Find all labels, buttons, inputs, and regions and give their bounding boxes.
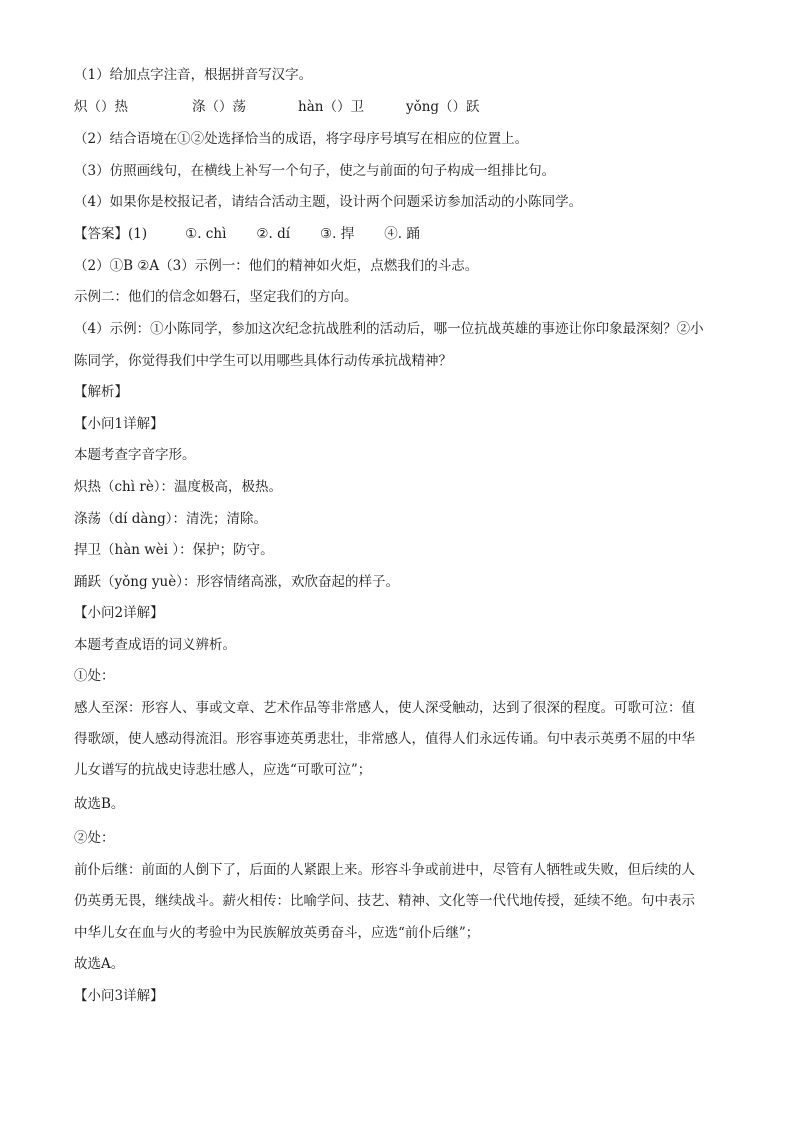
question-3: （3）仿照画线句，在横线上补写一个句子，使之与前面的句子构成一组排比句。 bbox=[74, 163, 556, 179]
subquestion-2-part-2-line-3: 中华儿女在血与火的考验中为民族解放英勇奋斗，应选“前仆后继”； bbox=[74, 925, 480, 941]
answer-3-example-2: 示例二：他们的信念如磐石，坚定我们的方向。 bbox=[74, 289, 358, 305]
answer-1-item-4: ④. 踊 bbox=[384, 226, 420, 242]
question-4: （4）如果你是校报记者，请结合活动主题，设计两个问题采访参加活动的小陈同学。 bbox=[74, 194, 583, 210]
subquestion-1-intro: 本题考查字音字形。 bbox=[74, 447, 196, 463]
answer-4-line-2: 陈同学，你觉得我们中学生可以用哪些具体行动传承抗战精神？ bbox=[74, 353, 452, 369]
subquestion-2-title: 【小问2详解】 bbox=[74, 605, 164, 621]
subquestion-1-line-3: 捍卫（hàn wèi ）：保护；防守。 bbox=[74, 542, 274, 558]
question-2: （2）结合语境在①②处选择恰当的成语，将字母序号填写在相应的位置上。 bbox=[74, 131, 529, 147]
subquestion-2-part-1-line-2: 得歌颂，使人感动得流泪。形容事迹英勇悲壮，非常感人，值得人们永远传诵。句中表示英勇不屈的中华 bbox=[74, 731, 695, 747]
answer-label: 【答案】 bbox=[74, 226, 128, 242]
subquestion-2-part-1-choice: 故选B。 bbox=[74, 796, 125, 812]
subquestion-1-line-2: 涤荡（dí dàng）：清洗；清除。 bbox=[74, 511, 268, 527]
subquestion-2-part-2-line-2: 仍英勇无畏，继续战斗。薪火相传：比喻学问、技艺、精神、文化等一代代地传授，延续不绝。句中表示 bbox=[74, 893, 695, 909]
answer-1-prefix: (1) bbox=[128, 226, 148, 242]
subquestion-1-title: 【小问1详解】 bbox=[74, 416, 164, 432]
answer-line-1 bbox=[74, 225, 420, 243]
subquestion-2-part-1-label: ①处： bbox=[74, 668, 115, 684]
question-1: （1）给加点字注音，根据拼音写汉字。 bbox=[74, 67, 313, 83]
subquestion-2-part-2-label: ②处： bbox=[74, 830, 115, 846]
q1-item-1: 炽（）热 bbox=[74, 99, 128, 115]
subquestion-1-line-1: 炽热（chì rè）：温度极高，极热。 bbox=[74, 479, 283, 495]
subquestion-2-intro: 本题考查成语的词义辨析。 bbox=[74, 637, 236, 653]
answer-2-3: （2）①B ②A（3）示例一：他们的精神如火炬，点燃我们的斗志。 bbox=[74, 258, 479, 274]
subquestion-1-line-4: 踊跃（yǒng yuè）：形容情绪高涨，欢欣奋起的样子。 bbox=[74, 574, 399, 590]
answer-1-item-2: ②. dí bbox=[256, 226, 291, 242]
subquestion-2-part-2-line-1: 前仆后继：前面的人倒下了，后面的人紧跟上来。形容斗争或前进中，尽管有人牺牲或失败，但后续的人 bbox=[74, 862, 695, 878]
question-1-items bbox=[74, 98, 480, 116]
answer-1-item-1: ①. chì bbox=[185, 226, 227, 242]
subquestion-2-part-2-choice: 故选A。 bbox=[74, 956, 125, 972]
answer-1-item-3: ③. 捍 bbox=[320, 226, 355, 242]
analysis-label: 【解析】 bbox=[74, 384, 128, 400]
q1-item-2: 涤（）荡 bbox=[192, 99, 246, 115]
subquestion-2-part-1-line-3: 儿女谱写的抗战史诗悲壮感人，应选“可歌可泣”； bbox=[74, 762, 372, 778]
q1-item-4: yǒng（）跃 bbox=[405, 99, 480, 115]
q1-item-3: hàn（）卫 bbox=[298, 99, 364, 115]
answer-4-line-1: （4）示例：①小陈同学，参加这次纪念抗战胜利的活动后，哪一位抗战英雄的事迹让你印象最深刻？②小 bbox=[74, 321, 704, 337]
subquestion-3-title: 【小问3详解】 bbox=[74, 988, 164, 1004]
subquestion-2-part-1-line-1: 感人至深：形容人、事或文章、艺术作品等非常感人，使人深受触动，达到了很深的程度。可歌可泣：值 bbox=[74, 700, 695, 716]
